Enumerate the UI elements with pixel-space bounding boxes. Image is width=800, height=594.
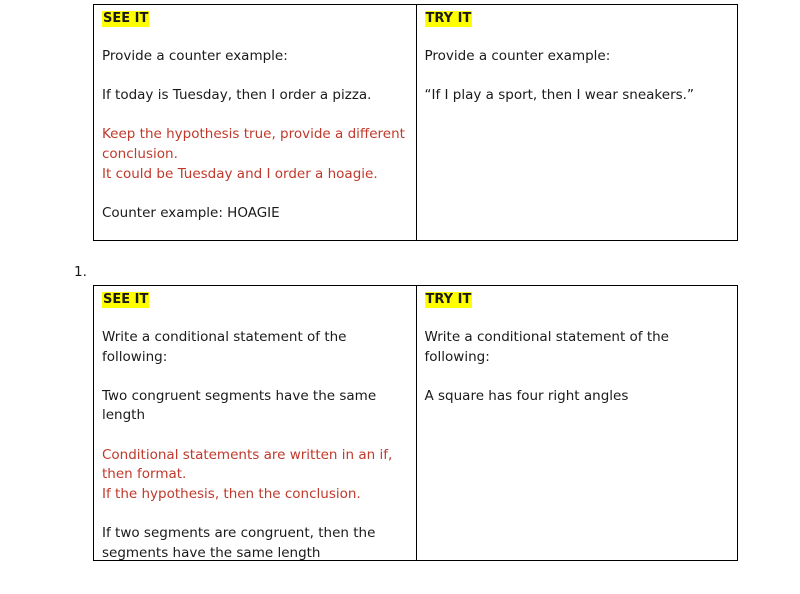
try-it-header: TRY IT xyxy=(425,292,472,307)
try-it-header: TRY IT xyxy=(425,11,472,26)
see-it-header: SEE IT xyxy=(103,292,149,307)
hint-line: If the hypothesis, then the conclusion. xyxy=(102,485,361,502)
hint-line: Keep the hypothesis true, provide a different xyxy=(102,126,405,143)
counter-example-table xyxy=(93,4,738,241)
try-it-cell xyxy=(416,5,738,240)
statement-line: Two congruent segments have the same xyxy=(102,387,377,404)
see-it-prompt: Provide a counter example: xyxy=(102,48,288,64)
see-it-cell xyxy=(94,286,416,560)
try-it-prompt: Write a conditional statement of the following: xyxy=(424,329,669,365)
see-it-answer xyxy=(102,524,408,563)
see-it-statement xyxy=(102,387,408,426)
see-it-answer: Counter example: HOAGIE xyxy=(102,204,280,221)
hint-line: It could be Tuesday and I order a hoagie. xyxy=(102,165,378,182)
see-it-statement: If today is Tuesday, then I order a pizza. xyxy=(102,87,372,104)
see-it-cell xyxy=(94,5,416,240)
try-it-prompt: Provide a counter example: xyxy=(424,48,611,64)
try-it-cell xyxy=(416,286,738,560)
try-it-statement: “If I play a sport, then I wear sneakers.” xyxy=(424,87,694,104)
list-number: 1. xyxy=(74,264,87,280)
try-it-statement: A square has four right angles xyxy=(424,387,629,404)
see-it-hint xyxy=(102,446,408,505)
see-it-header: SEE IT xyxy=(103,11,149,26)
hint-line: conclusion. xyxy=(102,145,178,162)
conditional-statement-table xyxy=(93,285,738,561)
answer-line: segments have the same length xyxy=(102,544,321,561)
hint-line: then format. xyxy=(102,466,187,483)
statement-line: length xyxy=(102,407,146,424)
answer-line: If two segments are congruent, then the xyxy=(102,524,376,541)
see-it-prompt: Write a conditional statement of the following: xyxy=(102,329,347,365)
hint-line: Conditional statements are written in an if, xyxy=(102,446,393,463)
see-it-hint xyxy=(102,125,408,184)
